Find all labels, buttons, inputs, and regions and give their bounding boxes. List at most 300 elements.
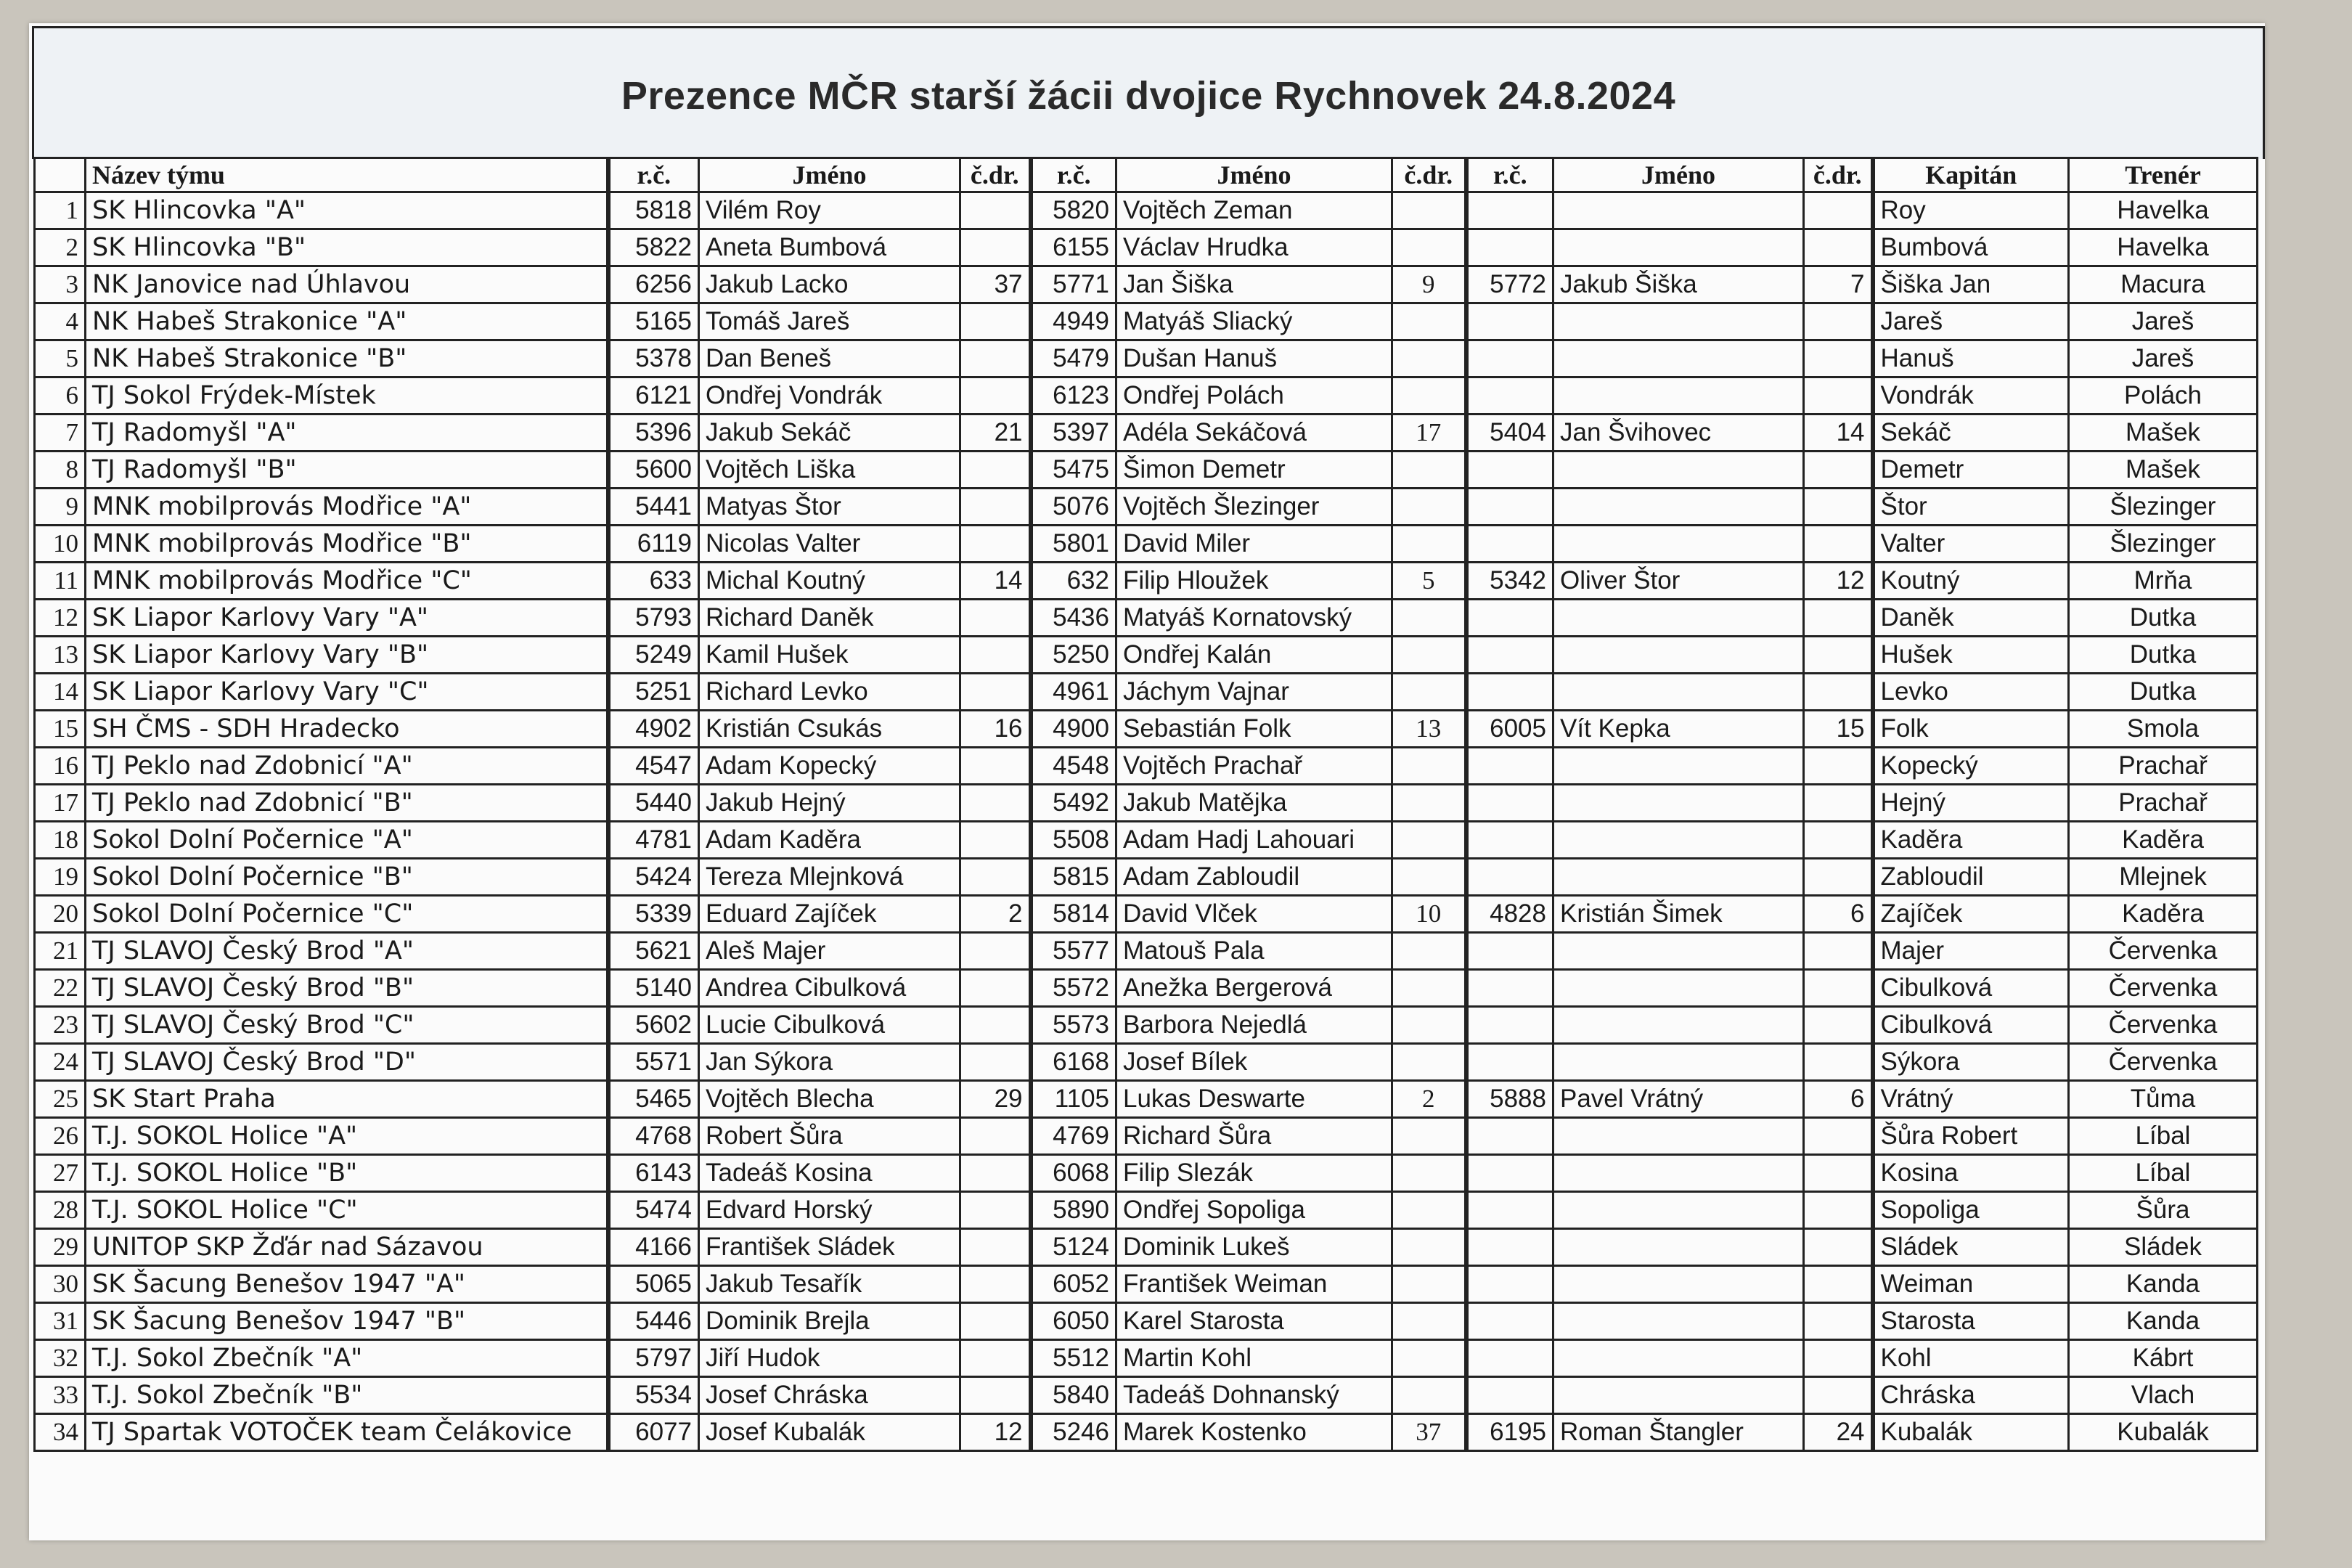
player1-name: Tereza Mlejnková xyxy=(699,859,960,896)
player2-name: Lukas Deswarte xyxy=(1116,1081,1392,1118)
player1-rc: 5818 xyxy=(608,192,699,229)
player1-rc: 5440 xyxy=(608,785,699,822)
player3-name xyxy=(1553,229,1804,266)
table-header-row xyxy=(35,158,2258,192)
table-row xyxy=(35,637,2258,674)
row-number: 7 xyxy=(35,415,86,452)
player3-rc xyxy=(1466,192,1553,229)
player2-rc: 5492 xyxy=(1031,785,1116,822)
player2-name: Vojtěch Šlezinger xyxy=(1116,489,1392,526)
player3-jersey xyxy=(1804,1377,1873,1414)
player1-jersey xyxy=(960,822,1031,859)
player2-rc: 632 xyxy=(1031,563,1116,600)
player2-name: Karel Starosta xyxy=(1116,1303,1392,1340)
captain-name: Hušek xyxy=(1873,637,2069,674)
player1-jersey xyxy=(960,1340,1031,1377)
player2-jersey xyxy=(1392,970,1466,1007)
trainer-name: Kaděra xyxy=(2069,896,2258,933)
trainer-name: Havelka xyxy=(2069,229,2258,266)
table-row xyxy=(35,748,2258,785)
team-name: TJ SLAVOJ Český Brod "C" xyxy=(86,1007,608,1044)
team-name: NK Janovice nad Úhlavou xyxy=(86,266,608,303)
player3-jersey xyxy=(1804,1340,1873,1377)
trainer-name: Jareš xyxy=(2069,340,2258,377)
header-rc-3: r.č. xyxy=(1466,158,1553,192)
player2-name: Ondřej Polách xyxy=(1116,377,1392,415)
table-row xyxy=(35,1414,2258,1451)
player3-name xyxy=(1553,822,1804,859)
table-row xyxy=(35,489,2258,526)
player1-name: Dan Beneš xyxy=(699,340,960,377)
player3-rc xyxy=(1466,452,1553,489)
player2-name: Ondřej Kalán xyxy=(1116,637,1392,674)
player2-jersey xyxy=(1392,600,1466,637)
player1-name: Dominik Brejla xyxy=(699,1303,960,1340)
player1-rc: 5251 xyxy=(608,674,699,711)
player2-jersey xyxy=(1392,526,1466,563)
player1-jersey xyxy=(960,229,1031,266)
team-name: TJ Radomyšl "A" xyxy=(86,415,608,452)
row-number: 12 xyxy=(35,600,86,637)
header-number xyxy=(35,158,86,192)
player1-rc: 5474 xyxy=(608,1192,699,1229)
row-number: 30 xyxy=(35,1266,86,1303)
player3-rc xyxy=(1466,1192,1553,1229)
player3-name xyxy=(1553,785,1804,822)
trainer-name: Dutka xyxy=(2069,600,2258,637)
player1-name: Jan Sýkora xyxy=(699,1044,960,1081)
player3-rc xyxy=(1466,1303,1553,1340)
row-number: 34 xyxy=(35,1414,86,1451)
player1-rc: 5793 xyxy=(608,600,699,637)
player2-jersey xyxy=(1392,1303,1466,1340)
player1-rc: 5249 xyxy=(608,637,699,674)
player3-rc xyxy=(1466,489,1553,526)
team-name: SK Šacung Benešov 1947 "A" xyxy=(86,1266,608,1303)
captain-name: Chráska xyxy=(1873,1377,2069,1414)
player3-jersey xyxy=(1804,1266,1873,1303)
player2-jersey xyxy=(1392,340,1466,377)
header-captain: Kapitán xyxy=(1873,158,2069,192)
player3-name: Oliver Štor xyxy=(1553,563,1804,600)
captain-name: Starosta xyxy=(1873,1303,2069,1340)
player3-rc xyxy=(1466,674,1553,711)
trainer-name: Macura xyxy=(2069,266,2258,303)
row-number: 9 xyxy=(35,489,86,526)
player2-rc: 6168 xyxy=(1031,1044,1116,1081)
player2-jersey xyxy=(1392,1377,1466,1414)
player2-rc: 4949 xyxy=(1031,303,1116,340)
player2-rc: 5771 xyxy=(1031,266,1116,303)
player1-jersey xyxy=(960,303,1031,340)
captain-name: Kosina xyxy=(1873,1155,2069,1192)
player1-name: Edvard Horský xyxy=(699,1192,960,1229)
table-row xyxy=(35,1007,2258,1044)
table-row xyxy=(35,1192,2258,1229)
player2-rc: 4548 xyxy=(1031,748,1116,785)
player1-jersey xyxy=(960,600,1031,637)
player3-name: Jakub Šiška xyxy=(1553,266,1804,303)
player1-jersey: 37 xyxy=(960,266,1031,303)
player3-rc xyxy=(1466,1266,1553,1303)
player1-name: Jakub Lacko xyxy=(699,266,960,303)
player2-jersey: 9 xyxy=(1392,266,1466,303)
player2-name: Vojtěch Prachař xyxy=(1116,748,1392,785)
player3-jersey xyxy=(1804,303,1873,340)
trainer-name: Jareš xyxy=(2069,303,2258,340)
player2-jersey: 10 xyxy=(1392,896,1466,933)
player3-rc xyxy=(1466,1118,1553,1155)
player2-name: Barbora Nejedlá xyxy=(1116,1007,1392,1044)
row-number: 28 xyxy=(35,1192,86,1229)
trainer-name: Kanda xyxy=(2069,1303,2258,1340)
player1-jersey xyxy=(960,192,1031,229)
player1-rc: 6256 xyxy=(608,266,699,303)
player2-rc: 5124 xyxy=(1031,1229,1116,1266)
team-name: NK Habeš Strakonice "A" xyxy=(86,303,608,340)
player2-jersey xyxy=(1392,1044,1466,1081)
player3-jersey xyxy=(1804,489,1873,526)
captain-name: Štor xyxy=(1873,489,2069,526)
player3-rc xyxy=(1466,748,1553,785)
player1-rc: 4768 xyxy=(608,1118,699,1155)
player2-rc: 6123 xyxy=(1031,377,1116,415)
table-row xyxy=(35,1340,2258,1377)
player3-jersey xyxy=(1804,452,1873,489)
player1-rc: 5339 xyxy=(608,896,699,933)
player1-name: Tadeáš Kosina xyxy=(699,1155,960,1192)
table-row xyxy=(35,526,2258,563)
player3-jersey xyxy=(1804,229,1873,266)
player1-name: Matyas Štor xyxy=(699,489,960,526)
player2-name: Adam Zabloudil xyxy=(1116,859,1392,896)
team-name: MNK mobilprovás Modřice "C" xyxy=(86,563,608,600)
player2-rc: 5577 xyxy=(1031,933,1116,970)
player3-rc xyxy=(1466,526,1553,563)
player1-rc: 5600 xyxy=(608,452,699,489)
player2-rc: 6155 xyxy=(1031,229,1116,266)
player2-jersey xyxy=(1392,377,1466,415)
player1-jersey xyxy=(960,637,1031,674)
player1-jersey xyxy=(960,1118,1031,1155)
player2-name: Josef Bílek xyxy=(1116,1044,1392,1081)
trainer-name: Mlejnek xyxy=(2069,859,2258,896)
player1-rc: 5378 xyxy=(608,340,699,377)
player1-name: Jakub Hejný xyxy=(699,785,960,822)
player3-jersey xyxy=(1804,340,1873,377)
captain-name: Kohl xyxy=(1873,1340,2069,1377)
player2-rc: 1105 xyxy=(1031,1081,1116,1118)
player2-rc: 5572 xyxy=(1031,970,1116,1007)
player3-name xyxy=(1553,1266,1804,1303)
team-name: T.J. SOKOL Holice "B" xyxy=(86,1155,608,1192)
row-number: 10 xyxy=(35,526,86,563)
player1-jersey: 14 xyxy=(960,563,1031,600)
player2-name: Sebastián Folk xyxy=(1116,711,1392,748)
player3-name xyxy=(1553,340,1804,377)
row-number: 23 xyxy=(35,1007,86,1044)
attendance-sheet xyxy=(29,23,2265,1540)
player1-jersey xyxy=(960,1044,1031,1081)
player3-jersey xyxy=(1804,1303,1873,1340)
player1-jersey xyxy=(960,748,1031,785)
row-number: 5 xyxy=(35,340,86,377)
captain-name: Cibulková xyxy=(1873,970,2069,1007)
player3-jersey: 24 xyxy=(1804,1414,1873,1451)
row-number: 2 xyxy=(35,229,86,266)
table-row xyxy=(35,600,2258,637)
table-row xyxy=(35,933,2258,970)
captain-name: Koutný xyxy=(1873,563,2069,600)
player1-name: Jakub Sekáč xyxy=(699,415,960,452)
captain-name: Šůra Robert xyxy=(1873,1118,2069,1155)
player2-name: Marek Kostenko xyxy=(1116,1414,1392,1451)
player1-jersey xyxy=(960,970,1031,1007)
player1-name: Robert Šůra xyxy=(699,1118,960,1155)
player2-rc: 5890 xyxy=(1031,1192,1116,1229)
player2-name: Matouš Pala xyxy=(1116,933,1392,970)
player1-name: Eduard Zajíček xyxy=(699,896,960,933)
player3-name xyxy=(1553,1229,1804,1266)
player1-name: Michal Koutný xyxy=(699,563,960,600)
header-cdr-3: č.dr. xyxy=(1804,158,1873,192)
captain-name: Zajíček xyxy=(1873,896,2069,933)
row-number: 27 xyxy=(35,1155,86,1192)
player2-rc: 4961 xyxy=(1031,674,1116,711)
player1-rc: 4547 xyxy=(608,748,699,785)
player2-jersey xyxy=(1392,748,1466,785)
header-name-1: Jméno xyxy=(699,158,960,192)
team-name: T.J. Sokol Zbečník "B" xyxy=(86,1377,608,1414)
player2-name: David Vlček xyxy=(1116,896,1392,933)
team-name: SK Hlincovka "B" xyxy=(86,229,608,266)
player2-name: Tadeáš Dohnanský xyxy=(1116,1377,1392,1414)
player2-rc: 5250 xyxy=(1031,637,1116,674)
player1-name: Jakub Tesařík xyxy=(699,1266,960,1303)
trainer-name: Tůma xyxy=(2069,1081,2258,1118)
trainer-name: Prachař xyxy=(2069,785,2258,822)
team-name: T.J. Sokol Zbečník "A" xyxy=(86,1340,608,1377)
player3-rc: 4828 xyxy=(1466,896,1553,933)
player3-rc xyxy=(1466,933,1553,970)
trainer-name: Dutka xyxy=(2069,674,2258,711)
player2-jersey xyxy=(1392,1155,1466,1192)
trainer-name: Smola xyxy=(2069,711,2258,748)
player3-name xyxy=(1553,526,1804,563)
player2-jersey xyxy=(1392,1266,1466,1303)
player1-rc: 5822 xyxy=(608,229,699,266)
table-row xyxy=(35,229,2258,266)
trainer-name: Červenka xyxy=(2069,933,2258,970)
row-number: 21 xyxy=(35,933,86,970)
table-row xyxy=(35,266,2258,303)
captain-name: Levko xyxy=(1873,674,2069,711)
row-number: 3 xyxy=(35,266,86,303)
player1-jersey xyxy=(960,859,1031,896)
table-row xyxy=(35,1044,2258,1081)
player1-rc: 5797 xyxy=(608,1340,699,1377)
captain-name: Sekáč xyxy=(1873,415,2069,452)
player2-name: Anežka Bergerová xyxy=(1116,970,1392,1007)
player3-rc xyxy=(1466,822,1553,859)
row-number: 24 xyxy=(35,1044,86,1081)
player3-name xyxy=(1553,452,1804,489)
captain-name: Sládek xyxy=(1873,1229,2069,1266)
player1-jersey xyxy=(960,526,1031,563)
team-name: TJ Sokol Frýdek-Místek xyxy=(86,377,608,415)
player2-jersey xyxy=(1392,452,1466,489)
player1-jersey xyxy=(960,1007,1031,1044)
player2-jersey xyxy=(1392,489,1466,526)
player2-jersey xyxy=(1392,1192,1466,1229)
team-name: MNK mobilprovás Modřice "B" xyxy=(86,526,608,563)
player1-jersey: 16 xyxy=(960,711,1031,748)
trainer-name: Červenka xyxy=(2069,1007,2258,1044)
header-trainer: Trenér xyxy=(2069,158,2258,192)
player3-jersey xyxy=(1804,377,1873,415)
player2-name: Martin Kohl xyxy=(1116,1340,1392,1377)
trainer-name: Kubalák xyxy=(2069,1414,2258,1451)
player1-jersey xyxy=(960,340,1031,377)
player3-name: Pavel Vrátný xyxy=(1553,1081,1804,1118)
player1-jersey xyxy=(960,1155,1031,1192)
row-number: 20 xyxy=(35,896,86,933)
player3-jersey xyxy=(1804,674,1873,711)
row-number: 13 xyxy=(35,637,86,674)
player3-jersey xyxy=(1804,785,1873,822)
captain-name: Weiman xyxy=(1873,1266,2069,1303)
captain-name: Vrátný xyxy=(1873,1081,2069,1118)
player3-name xyxy=(1553,1155,1804,1192)
player1-rc: 5065 xyxy=(608,1266,699,1303)
team-name: SK Liapor Karlovy Vary "A" xyxy=(86,600,608,637)
player1-jersey xyxy=(960,489,1031,526)
player3-name xyxy=(1553,1118,1804,1155)
player1-name: Adam Kopecký xyxy=(699,748,960,785)
row-number: 33 xyxy=(35,1377,86,1414)
player1-rc: 5571 xyxy=(608,1044,699,1081)
table-row xyxy=(35,452,2258,489)
player1-rc: 5465 xyxy=(608,1081,699,1118)
player3-jersey: 7 xyxy=(1804,266,1873,303)
team-name: Sokol Dolní Počernice "C" xyxy=(86,896,608,933)
player2-rc: 5479 xyxy=(1031,340,1116,377)
row-number: 26 xyxy=(35,1118,86,1155)
table-row xyxy=(35,970,2258,1007)
player2-rc: 5436 xyxy=(1031,600,1116,637)
player3-rc xyxy=(1466,1340,1553,1377)
player1-rc: 5441 xyxy=(608,489,699,526)
header-cdr-2: č.dr. xyxy=(1392,158,1466,192)
player2-name: Václav Hrudka xyxy=(1116,229,1392,266)
row-number: 16 xyxy=(35,748,86,785)
player2-jersey xyxy=(1392,1229,1466,1266)
trainer-name: Líbal xyxy=(2069,1155,2258,1192)
player3-name: Vít Kepka xyxy=(1553,711,1804,748)
player1-rc: 5534 xyxy=(608,1377,699,1414)
player3-rc xyxy=(1466,229,1553,266)
player1-jersey xyxy=(960,1192,1031,1229)
player3-jersey xyxy=(1804,637,1873,674)
header-cdr-1: č.dr. xyxy=(960,158,1031,192)
player3-jersey xyxy=(1804,1192,1873,1229)
player3-jersey xyxy=(1804,748,1873,785)
table-row xyxy=(35,785,2258,822)
player1-name: Josef Kubalák xyxy=(699,1414,960,1451)
team-name: SK Start Praha xyxy=(86,1081,608,1118)
player1-name: Ondřej Vondrák xyxy=(699,377,960,415)
captain-name: Sýkora xyxy=(1873,1044,2069,1081)
player2-name: Adam Hadj Lahouari xyxy=(1116,822,1392,859)
trainer-name: Sládek xyxy=(2069,1229,2258,1266)
player1-jersey xyxy=(960,785,1031,822)
player1-jersey xyxy=(960,377,1031,415)
row-number: 15 xyxy=(35,711,86,748)
team-name: T.J. SOKOL Holice "C" xyxy=(86,1192,608,1229)
captain-name: Kubalák xyxy=(1873,1414,2069,1451)
team-name: TJ SLAVOJ Český Brod "A" xyxy=(86,933,608,970)
player3-rc: 5772 xyxy=(1466,266,1553,303)
team-name: TJ SLAVOJ Český Brod "D" xyxy=(86,1044,608,1081)
player1-rc: 6121 xyxy=(608,377,699,415)
trainer-name: Šlezinger xyxy=(2069,526,2258,563)
player1-name: Kristián Csukás xyxy=(699,711,960,748)
player2-jersey xyxy=(1392,192,1466,229)
header-name-2: Jméno xyxy=(1116,158,1392,192)
player3-jersey xyxy=(1804,933,1873,970)
table-row xyxy=(35,1118,2258,1155)
captain-name: Sopoliga xyxy=(1873,1192,2069,1229)
team-name: TJ Spartak VOTOČEK team Čelákovice xyxy=(86,1414,608,1451)
player2-jersey xyxy=(1392,1340,1466,1377)
player1-name: Tomáš Jareš xyxy=(699,303,960,340)
player1-rc: 4781 xyxy=(608,822,699,859)
player2-name: Šimon Demetr xyxy=(1116,452,1392,489)
player3-name xyxy=(1553,303,1804,340)
player1-rc: 633 xyxy=(608,563,699,600)
player1-jersey xyxy=(960,1377,1031,1414)
player3-jersey: 12 xyxy=(1804,563,1873,600)
trainer-name: Kábrt xyxy=(2069,1340,2258,1377)
player2-name: Filip Slezák xyxy=(1116,1155,1392,1192)
player1-jersey xyxy=(960,1303,1031,1340)
player2-name: Filip Hloužek xyxy=(1116,563,1392,600)
player3-rc xyxy=(1466,303,1553,340)
player3-name xyxy=(1553,637,1804,674)
player2-rc: 5814 xyxy=(1031,896,1116,933)
player2-jersey: 37 xyxy=(1392,1414,1466,1451)
player3-name xyxy=(1553,1303,1804,1340)
player3-jersey xyxy=(1804,1155,1873,1192)
table-row xyxy=(35,822,2258,859)
captain-name: Demetr xyxy=(1873,452,2069,489)
player1-rc: 6119 xyxy=(608,526,699,563)
player3-jersey: 6 xyxy=(1804,896,1873,933)
row-number: 14 xyxy=(35,674,86,711)
player3-rc xyxy=(1466,1044,1553,1081)
player3-jersey xyxy=(1804,1118,1873,1155)
player3-name: Jan Švihovec xyxy=(1553,415,1804,452)
row-number: 4 xyxy=(35,303,86,340)
trainer-name: Líbal xyxy=(2069,1118,2258,1155)
player1-name: Vojtěch Liška xyxy=(699,452,960,489)
trainer-name: Dutka xyxy=(2069,637,2258,674)
player2-rc: 5508 xyxy=(1031,822,1116,859)
row-number: 31 xyxy=(35,1303,86,1340)
row-number: 1 xyxy=(35,192,86,229)
player2-jersey xyxy=(1392,785,1466,822)
trainer-name: Vlach xyxy=(2069,1377,2258,1414)
